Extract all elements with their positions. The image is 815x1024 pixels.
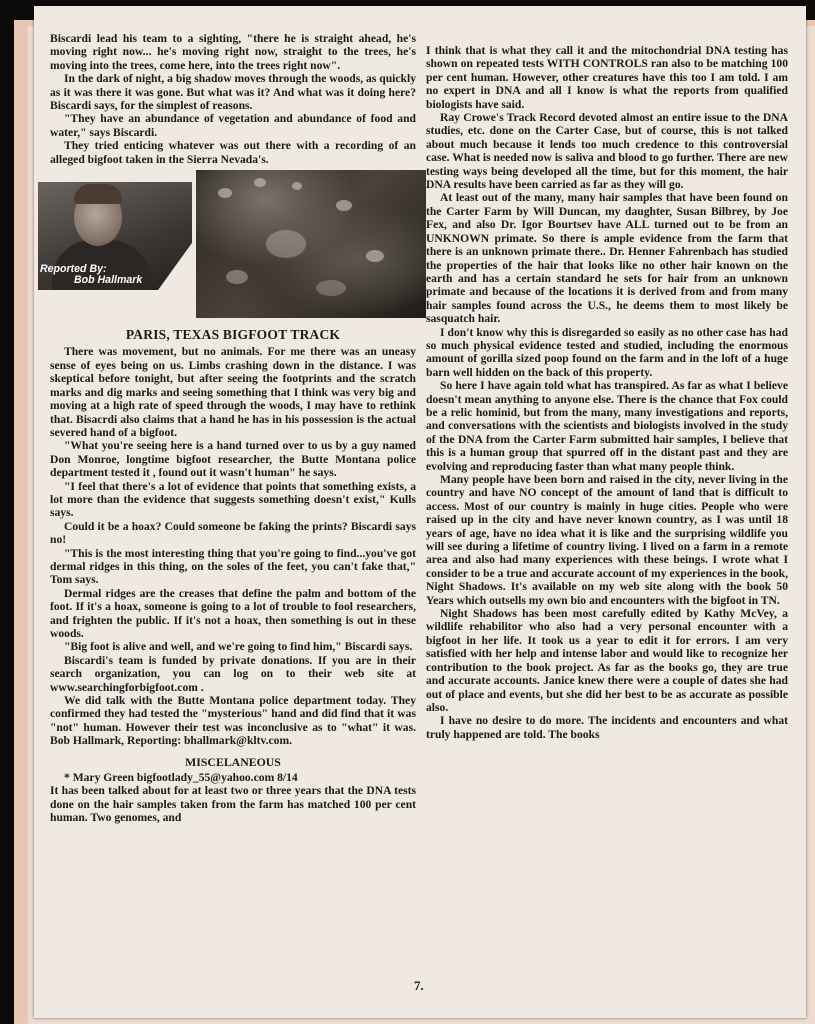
paragraph: They tried enticing whatever was out there with a recording of an alleged bigfoot taken in the Sierra Nevada's. — [50, 139, 416, 166]
bigfoot-track-photo — [196, 170, 426, 318]
paragraph: "They have an abundance of vegetation and abundance of food and water," says Biscardi. — [50, 112, 416, 139]
paragraph: I don't know why this is disregarded so easily as no other case has had so much physical evidence tested and studied, including the enormous amount of gorilla sized poop found on the farm and in the loft of a huge barn well hidden on the back of this property. — [426, 325, 788, 379]
paragraph: In the dark of night, a big shadow moves through the woods, as quickly as it was there it was gone. But what was it? And what was it doing here? Biscardi says, for the simplest of reasons. — [50, 72, 416, 113]
paragraph: It has been talked about for at least two or three years that the DNA tests done on the hair samples taken from the farm has matched 100 per cent human. Two genomes, and — [50, 784, 416, 825]
paragraph: "I feel that there's a lot of evidence that points that something exists, a lot more than the evidence that suggests something doesn't exist," Kulls says. — [50, 479, 416, 520]
paragraph: Could it be a hoax? Could someone be faking the prints? Biscardi says no! — [50, 519, 416, 547]
paragraph: Many people have been born and raised in the city, never living in the country and have NO concept of the amount of land that is difficult to access. Most of our country is mainly in huge cities. People who were raised up in the city and have never known country, as I was until 18 years of age, have no idea what it is like and the surprising wildlife you will see during a lifetime of country living. I lived on a farm in a remote area and also had many experiences with these beings. I wrote what I consider to be a true and accurate account of my experiences in the book, Night Shadows. It's available on my web site along with the book 50 Years which outsells my own bio and encounters with the bigfoot in TN. — [426, 473, 788, 607]
paragraph: "What you're seeing here is a hand turned over to us by a guy named Don Monroe, longtime bigfoot researcher, the Butte Montana police department tested it , found out it wasn't human" he says. — [50, 439, 416, 480]
reporter-name: Bob Hallmark — [74, 274, 143, 287]
misc-heading: MISCELANEOUS — [185, 754, 281, 769]
paragraph: Ray Crowe's Track Record devoted almost an entire issue to the DNA studies, etc. done on the Carter Case, but of course, this is not talked about much because it lends too much credence to this controversial case. What is needed now is saliva and blood to go further. There are new testing ways being developed all the time, but for this moment, the hair DNA results have been carried as far as they will go. — [426, 111, 788, 192]
paragraph: "This is the most interesting thing that you're going to find...you've got dermal ridges in this thing, on the soles of the feet, you can't fake that," Tom says. — [50, 546, 416, 587]
paragraph: Biscardi's team is funded by private donations. If you are in their search organization, you can log on to their web site at www.searchingforbigfoot.com . — [50, 653, 416, 694]
reporter-photo — [38, 182, 192, 290]
paragraph: At least out of the many, many hair samples that have been found on the Carter Farm by Will Duncan, my daughter, Susan Bilbrey, by Joe Fex, and also Dr. Igor Bourtsev have ALL turned out to be from an UNKNOWN primate. So there is ample evidence from the farm that there is an unknown primate there.. Dr. Henner Fahrenbach has studied the properties of the hair that looks like no other hair known on the earth and has a certain standard he sets for hair from an unknown primate and because of the locations it is derived from and from many hair samples found across the U.S., he deems them to most likely be sasquatch hair. — [426, 191, 788, 326]
paragraph: I have no desire to do more. The incidents and encounters and what truly happened are told. The books — [426, 714, 788, 741]
paragraph: Biscardi lead his team to a sighting, "there he is straight ahead, he's moving right now... he's moving right now, straight to the trees, he's moving into the trees, come here, into the trees right now". — [50, 32, 416, 72]
right-column — [426, 44, 788, 741]
paragraph: So here I have again told what has transpired. As far as what I believe doesn't mean anything to anyone else. There is the chance that Fox could be a relic hominid, but from the many, many investigations and reports, and conversations with the scientists and biologists involved in the study of the DNA from the Carter Farm submitted hair samples, I believe that this is a human group that spurred off in the distant past and they are evolving and reproducing faster than what many people think. — [426, 379, 788, 473]
newsletter-page — [34, 6, 806, 1018]
caption-line: Reported By: — [40, 263, 107, 276]
paragraph: I think that is what they call it and the mitochondrial DNA testing has shown on repeated tests WITH CONTROLS ran also to be matching 100 per cent human. However, other creatures have this too I am told. I am no expert in DNA and all I know is what the reports from qualified biologists have said. — [426, 44, 788, 111]
photo-title: PARIS, TEXAS BIGFOOT TRACK — [125, 327, 341, 343]
misc-byline: * Mary Green bigfootlady_55@yahoo.com 8/14 — [64, 771, 298, 785]
left-column — [40, 32, 416, 825]
paragraph: There was movement, but no animals. For me there was an uneasy sense of eyes being on us. Limbs crashing down in the distance. I was skeptical before tonight, but after seeing the footprints and the scratch marks and dig marks and seeing something that I think was very big and moving at a high rate of speed through the woods, I may have to rethink that. Bisacrdi also claims that a hand he has in his possession is the actual severed hand of a bigfoot. — [50, 345, 416, 439]
paragraph: Night Shadows has been most carefully edited by Kathy McVey, a wildlife rehabilitor who also had a very personal encounter with a bigfoot in her life. It took us a year to edit it for errors. I am very satisfied with her help and intense labor and would like to recognize her contribution to the book project. As far as the books go, they are true and accurate accounts. Janice knew there were a couple of dates she had out of place and events, but she did her best to be as accurate as possible also. — [426, 607, 788, 714]
page-number: 7. — [414, 978, 424, 993]
paragraph: Dermal ridges are the creases that define the palm and bottom of the foot. If it's a hoax, someone is going to a lot of trouble to fool researchers, and frighten the public. If it's not a hoax, then something is out in these woods. — [50, 586, 416, 640]
paragraph: "Big foot is alive and well, and we're going to find him," Biscardi says. — [64, 640, 413, 654]
photo-row — [38, 170, 416, 320]
paragraph: We did talk with the Butte Montana police department today. They confirmed they had tested the "mysterious" hand and did find that it was "not" human. However their test was inconclusive as to "what" it was. Bob Hallmark, Reporting: bhallmark@kltv.com. — [50, 694, 416, 748]
